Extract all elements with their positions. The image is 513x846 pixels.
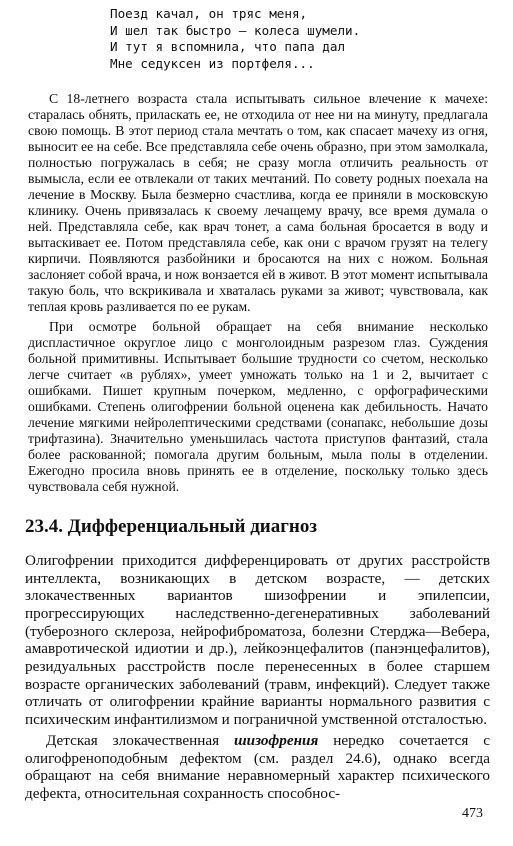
section-paragraph-2: [25, 732, 490, 803]
section-paragraph-1: Олигофрении приходится дифференцировать от других расстройств интеллекта, возникающих в детском возрасте, — детских злокачественных вариантов шизофрении и эпилепсии, прогрессирующих наследственно-дегенеративных заболеваний (туберозного склероза, нейрофиброматоза, болезни Стерджа—Вебера, амавротической идиотии и др.), лейкоэнцефалитов (панэнцефалитов), резидуальных расстройств после перенесенных в более старшем возрасте органических заболеваний (травм, инфекций). Следует также отличать от олигофрении крайние варианты нормального развития с психическим инфантилизмом и пограничной умственной отсталостью.: [25, 552, 490, 728]
case-paragraph-2: При осмотре больной обращает на себя внимание несколько диспластичное округлое лицо с монголоидным разрезом глаз. Суждения больной примитивны. Испытывает большие трудности со счетом, несколько легче считает «в рублях», умеет умножать только на 1 и 2, вычитает с ошибками. Пишет крупным почерком, медленно, с орфографическими ошибками. Степень олигофрении больной оценена как дебильность. Начато лечение мягкими нейролептическими средствами (сонапакс, небольшие дозы трифтазина). Значительно уменьшилась частота приступов фантазий, стала более раскованной; помогала другим больным, мыла полы в отделении. Ежегодно просила вновь принять ее в отделение, поскольку только здесь чувствовала себя нужной.: [28, 319, 488, 494]
paragraph-2-start: Детская злокачественная: [46, 732, 234, 749]
poem-line: Поезд качал, он тряс меня,: [110, 6, 308, 21]
poem-quote: [110, 6, 430, 72]
case-description: [28, 91, 488, 315]
case-examination: [28, 319, 488, 495]
emphasized-term: шизофрения: [234, 732, 319, 749]
page-number: 473: [462, 806, 483, 821]
poem-line: И шел так быстро — колеса шумели.: [110, 22, 361, 38]
poem-line: Мне седуксен из портфеля...: [110, 55, 315, 71]
paragraph-2-rest: нередко сочетается с олигофреноподобным дефектом (см. раздел 24.6), однако всегда обращают на себя внимание неравномерный характер психического дефекта, относительная сохранность способнос-: [25, 732, 490, 802]
section-body-2: [25, 732, 490, 803]
section-body-1: [25, 552, 490, 729]
case-paragraph-1: С 18-летнего возраста стала испытывать сильное влечение к мачехе: старалась обнять, приласкать ее, не отходила от нее ни на минуту, предлагала свою помощь. В этот период стала мечтать о том, как спасает мачеху из огня, выносит ее на себе. Все представляла себе очень образно, при этом замолкала, полностью погружалась в себя; не сразу могла отличить реальность от вымысла, если ее отвлекали от таких мечтаний. По совету родных поехала на лечение в Москву. Была безмерно счастлива, когда ее приняли в московскую клинику. Очень привязалась к своему лечащему врачу, все время думала о ней. Представляла себе, как врач тонет, а сама больная бросается в воду и вытаскивает ее. Потом представляла себе, как они с врачом грузят на телегу кирпичи. Появляются разбойники и бросаются на них с ножом. Больная заслоняет собой врача, и нож вонзается ей в живот. В этот момент испытывала такую боль, что вскрикивала и хваталась руками за живот; чувствовала, как теплая кровь разливается по ее рукам.: [28, 91, 488, 314]
section-heading: 23.4. Дифференциальный диагноз: [25, 516, 317, 537]
poem-line: И тут я вспомнила, что папа дал: [110, 39, 346, 55]
